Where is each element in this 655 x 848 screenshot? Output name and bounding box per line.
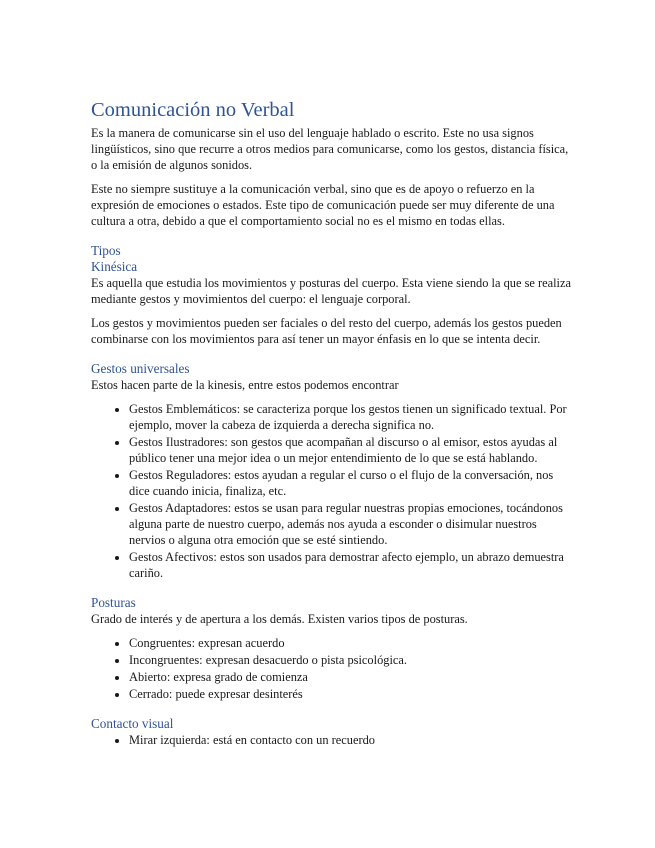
list-item: • Gestos Adaptadores: estos se usan para regular nuestras propias emociones, tocándonos alguna parte de nuestro cuerpo, además nos ayuda a esconder o disimular nuestros nervios o alguna otra emoción que se esté sintiendo. <box>129 500 571 548</box>
gestos-list <box>91 401 571 581</box>
contacto-list <box>91 732 571 748</box>
posturas-list <box>91 635 571 702</box>
page-title: Comunicación no Verbal <box>91 99 295 121</box>
heading-gestos-universales: Gestos universales <box>91 361 190 376</box>
kinesica-paragraph-1: Es aquella que estudia los movimientos y posturas del cuerpo. Esta viene siendo la que se realiza mediante gestos y movimientos del cuerpo: el lenguaje corporal. <box>91 276 571 306</box>
heading-kinesica: Kinésica <box>91 259 138 274</box>
list-item: • Cerrado: puede expresar desinterés <box>129 686 571 702</box>
list-item: • Abierto: expresa grado de comienza <box>129 669 571 685</box>
kinesica-paragraph-2: Los gestos y movimientos pueden ser faciales o del resto del cuerpo, además los gestos pueden combinarse con los movimientos para así tener un mayor énfasis en lo que se intenta decir. <box>91 316 562 346</box>
document-body <box>91 98 571 756</box>
gestos-intro: Estos hacen parte de la kinesis, entre estos podemos encontrar <box>91 378 399 392</box>
posturas-intro: Grado de interés y de apertura a los demás. Existen varios tipos de posturas. <box>91 612 468 626</box>
list-item: • Congruentes: expresan acuerdo <box>129 635 571 651</box>
list-item: • Gestos Ilustradores: son gestos que acompañan al discurso o al emisor, estos ayudas al público tener una mejor idea o un mejor entendimiento de lo que se está hablando. <box>129 434 571 466</box>
list-item: • Incongruentes: expresan desacuerdo o pista psicológica. <box>129 652 571 668</box>
list-item: • Mirar izquierda: está en contacto con un recuerdo <box>129 732 571 748</box>
heading-contacto-visual: Contacto visual <box>91 716 174 731</box>
list-item: • Gestos Reguladores: estos ayudan a regular el curso o el flujo de la conversación, nos dice cuando inicia, finaliza, etc. <box>129 467 571 499</box>
heading-tipos: Tipos <box>91 243 121 258</box>
intro-paragraph-1: Es la manera de comunicarse sin el uso del lenguaje hablado o escrito. Este no usa signos lingüísticos, sino que recurre a otros medios para comunicarse, como los gestos, distancia física, o la emisión de algunos sonidos. <box>91 126 569 172</box>
heading-posturas: Posturas <box>91 595 136 610</box>
list-item: • Gestos Emblemáticos: se caracteriza porque los gestos tienen un significado textual. Por ejemplo, mover la cabeza de izquierda a derecha significa no. <box>129 401 571 433</box>
list-item: • Gestos Afectivos: estos son usados para demostrar afecto ejemplo, un abrazo demuestra cariño. <box>129 549 571 581</box>
intro-paragraph-2: Este no siempre sustituye a la comunicación verbal, sino que es de apoyo o refuerzo en la expresión de emociones o estados. Este tipo de comunicación puede ser muy diferente de una cultura a otra, debido a que el comportamiento social no es el mismo en todas ellas. <box>91 182 555 228</box>
